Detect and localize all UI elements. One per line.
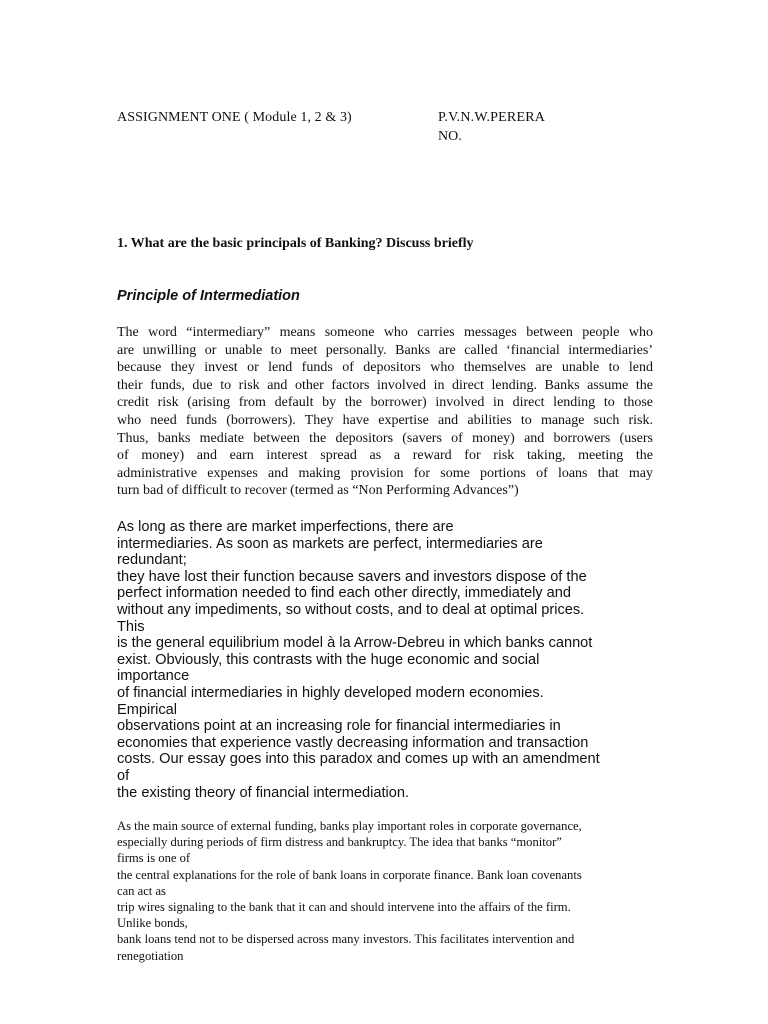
paragraph-line: trip wires signaling to the bank that it can and should intervene into the affairs of the firm. [117,900,571,915]
paragraph-line: As the main source of external funding, banks play important roles in corporate governance, [117,819,582,833]
assignment-title: ASSIGNMENT ONE ( Module 1, 2 & 3) [117,110,352,125]
paragraph-line: can act as [117,883,166,898]
paragraph-line: costs. Our essay goes into this paradox and comes up with an amendment [117,751,600,768]
paragraph-corporate-governance [117,818,657,964]
student-number-label: NO. [438,129,462,144]
paragraph-line: who need funds (borrowers). They have expertise and abilities to manage such risk. [117,412,653,428]
paragraph-line: bank loans tend not to be dispersed across many investors. This facilitates intervention and [117,932,575,947]
paragraph-line: As long as there are market imperfections, there are [117,519,454,535]
paragraph-line: especially during periods of firm distress and bankruptcy. The idea that banks “monitor” [117,835,562,850]
paragraph-line: of financial intermediaries in highly developed modern economies. [117,684,544,701]
author-name: P.V.N.W.PERERA [438,110,546,125]
paragraph-line: without any impediments, so without costs, and to deal at optimal prices. [117,601,585,618]
paragraph-line: economies that experience vastly decreasing information and transaction [117,734,589,751]
paragraph-line: importance [117,668,190,685]
paragraph-line: firms is one of [117,851,191,866]
paragraph-line: redundant; [117,552,187,569]
paragraph-line: credit risk (arising from default by the borrower) involved in direct lending to those [117,395,653,411]
paragraph-line: are unwilling or unable to meet personally. Banks are called ‘financial intermediaries’ [117,342,653,358]
paragraph-line: perfect information needed to find each other directly, immediately and [117,585,572,602]
paragraph-line: Thus, banks mediate between the depositors (savers of money) and borrowers (users [117,430,653,446]
paragraph-line: intermediaries. As soon as markets are perfect, intermediaries are [117,535,543,552]
paragraph-line: renegotiation [117,948,184,963]
paragraph-line: they have lost their function because savers and investors dispose of the [117,568,587,585]
paragraph-line: the central explanations for the role of bank loans in corporate finance. Bank loan covenants [117,867,582,882]
paragraph-intermediary-definition [117,324,653,500]
paragraph-line: their funds, due to risk and other factors involved in direct lending. Banks assume the [117,377,653,393]
paragraph-line: administrative expenses and making provision for some portions of loans that may [117,465,653,481]
paragraph-line: The word “intermediary” means someone who carries messages between people who [117,325,653,340]
paragraph-line: because they invest or lend funds of depositors who themselves are unable to lend [117,360,653,376]
paragraph-line: This [117,618,145,635]
paragraph-line: is the general equilibrium model à la Arrow-Debreu in which banks cannot [117,635,593,652]
paragraph-line: of money) and earn interest spread as a reward for risk taking, meeting the [117,448,653,464]
paragraph-line: exist. Obviously, this contrasts with the huge economic and social [117,651,540,668]
paragraph-market-imperfections [117,519,657,801]
paragraph-line: turn bad of difficult to recover (termed as “Non Performing Advances”) [117,483,519,499]
paragraph-line: Unlike bonds, [117,916,188,931]
paragraph-line: of [117,767,130,784]
paragraph-line: the existing theory of financial intermediation. [117,784,410,801]
section-heading: Principle of Intermediation [117,288,300,304]
question-heading: 1. What are the basic principals of Banking? Discuss briefly [117,236,474,251]
paragraph-line: Empirical [117,701,178,718]
paragraph-line: observations point at an increasing role for financial intermediaries in [117,718,561,735]
